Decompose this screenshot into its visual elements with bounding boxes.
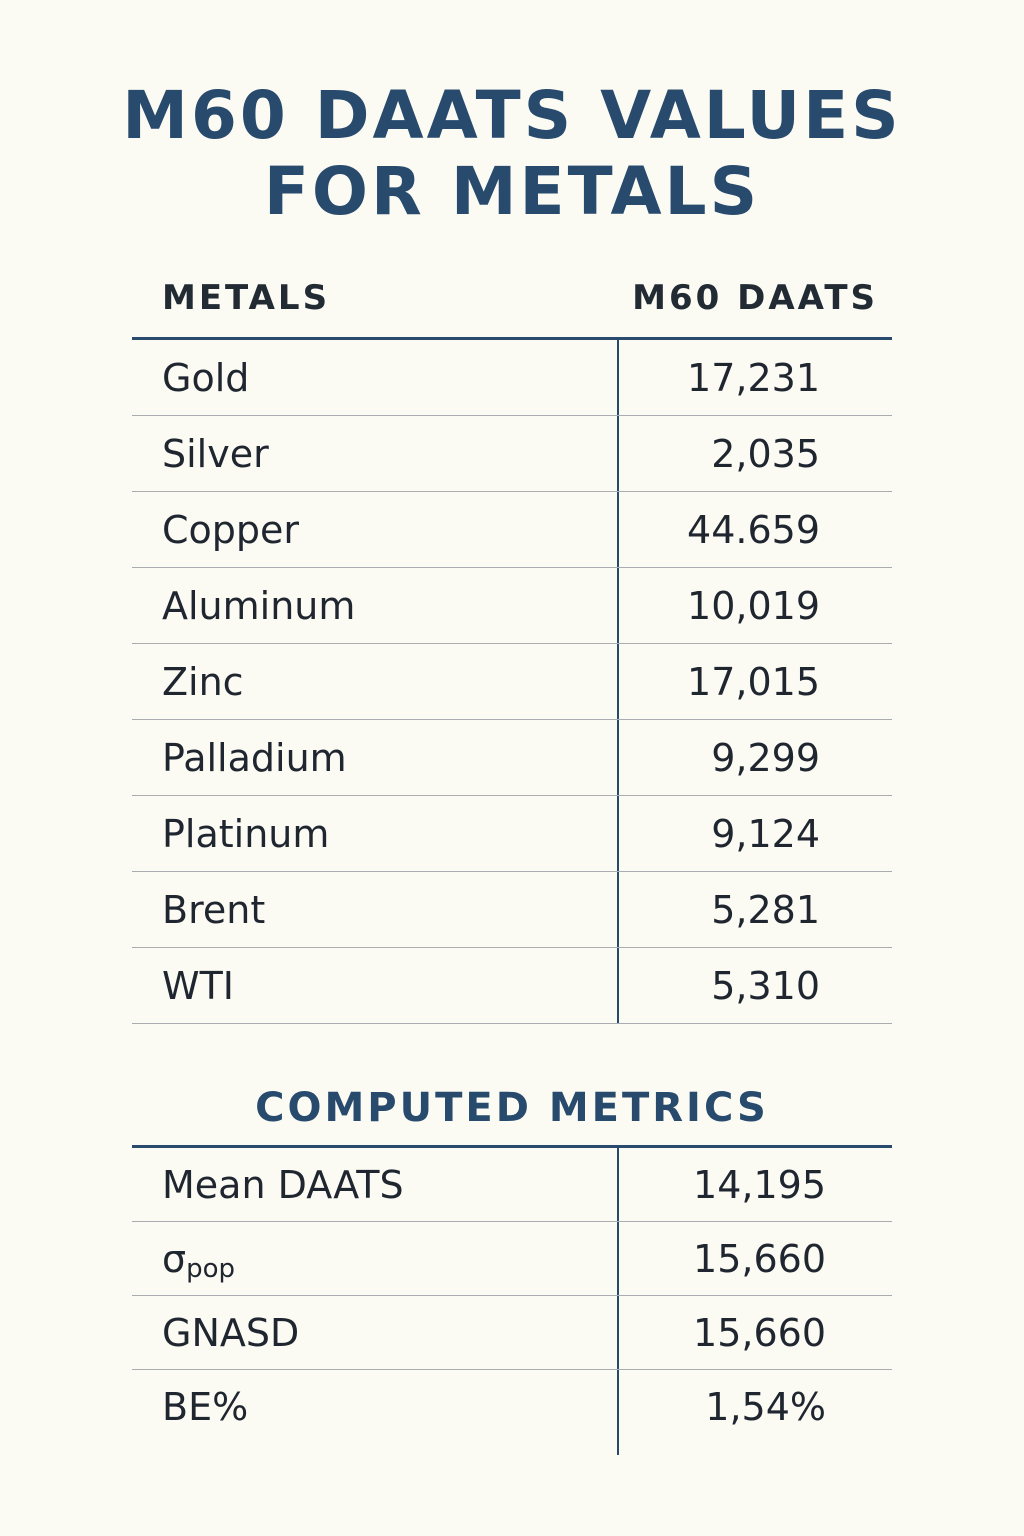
metric-value: 15,660 (693, 1236, 826, 1281)
metric-name: GNASD (162, 1310, 300, 1355)
table-row (132, 568, 892, 644)
daats-value: 9,299 (711, 735, 820, 780)
metrics-section-title: COMPUTED METRICS (255, 1085, 769, 1131)
table-row (132, 948, 892, 1024)
table-row (132, 644, 892, 720)
daats-value: 2,035 (711, 431, 820, 476)
daats-value: 10,019 (687, 583, 820, 628)
metal-name: Brent (162, 887, 266, 932)
daats-value: 17,231 (687, 355, 820, 400)
metric-name: Mean DAATS (162, 1162, 404, 1207)
metric-name: BE% (162, 1384, 249, 1429)
metal-name: Aluminum (162, 583, 356, 628)
table-row (132, 872, 892, 948)
metal-name: Copper (162, 507, 300, 552)
metrics-table (132, 1145, 892, 1443)
table-row (132, 416, 892, 492)
table-row (132, 1370, 892, 1443)
daats-value: 5,310 (711, 963, 820, 1008)
daats-value: 5,281 (711, 887, 820, 932)
metal-name: Silver (162, 431, 269, 476)
daats-value: 17,015 (687, 659, 820, 704)
column-header-daats: M60 DAATS (632, 278, 878, 318)
title-line-2: FOR METALS (263, 153, 761, 230)
table-row (132, 1296, 892, 1370)
column-header-metals: METALS (162, 278, 331, 318)
metric-value: 14,195 (693, 1162, 826, 1207)
page-title (0, 78, 1024, 230)
metal-name: Platinum (162, 811, 330, 856)
metal-name: Gold (162, 355, 250, 400)
table-row (132, 1148, 892, 1222)
sigma-symbol: σ (162, 1236, 187, 1281)
metric-name (162, 1222, 235, 1295)
table-row (132, 720, 892, 796)
table-row (132, 1222, 892, 1296)
title-line-1: M60 DAATS VALUES (122, 77, 902, 154)
metals-table (132, 337, 892, 1024)
metal-name: WTI (162, 963, 234, 1008)
table-row (132, 492, 892, 568)
table-row (132, 796, 892, 872)
table-row (132, 340, 892, 416)
metric-value: 15,660 (693, 1310, 826, 1355)
sigma-subscript: pop (186, 1253, 236, 1284)
metal-name: Zinc (162, 659, 244, 704)
daats-value: 9,124 (711, 811, 820, 856)
metric-value: 1,54% (705, 1384, 826, 1429)
daats-value: 44.659 (687, 507, 820, 552)
metal-name: Palladium (162, 735, 347, 780)
